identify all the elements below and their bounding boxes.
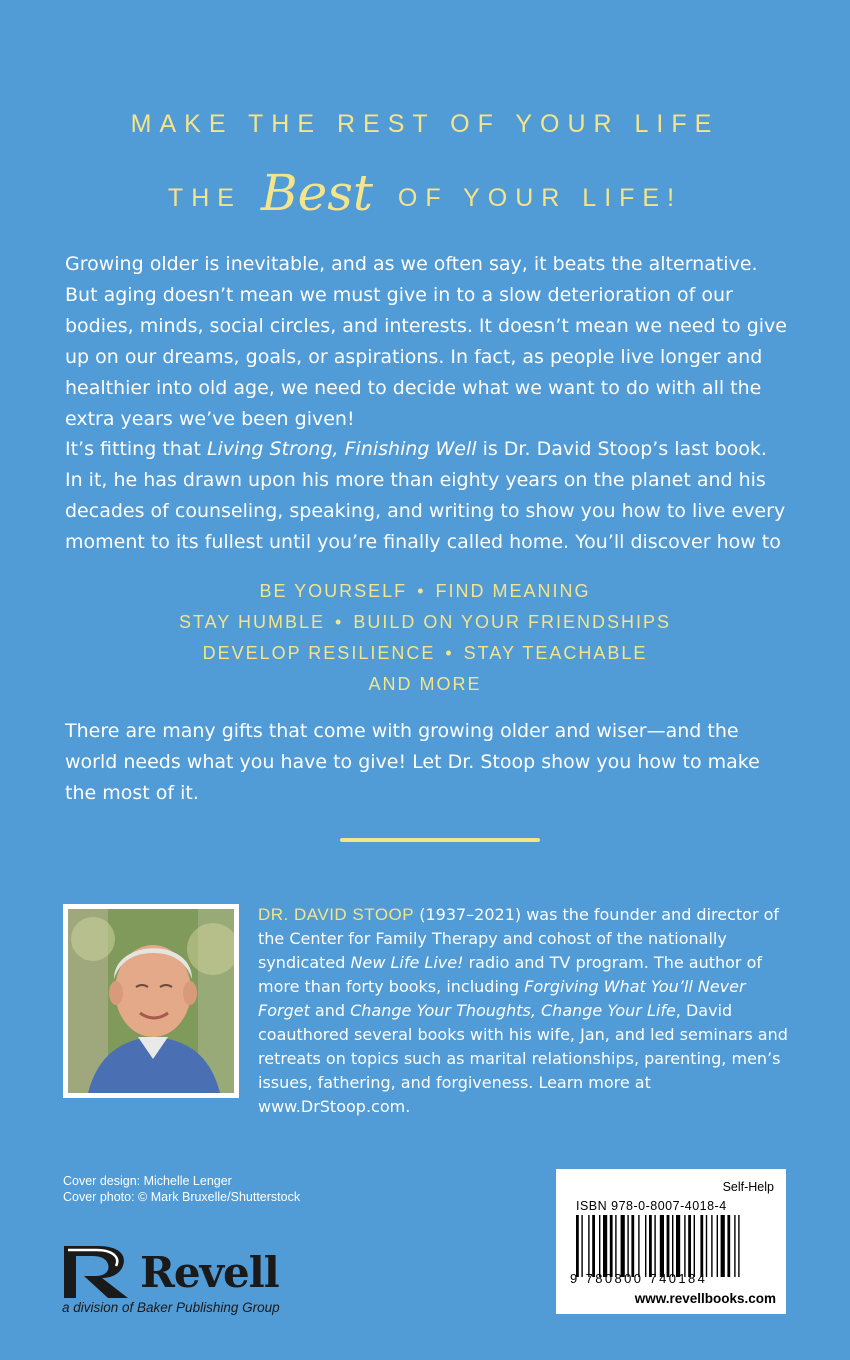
author-photo [63,904,239,1098]
publisher-tagline: a division of Baker Publishing Group [62,1300,280,1315]
cover-photo-credit: Cover photo: © Mark Bruxelle/Shutterstock [63,1190,301,1204]
bullet-item: BE YOURSELF [259,581,408,601]
bullet-item: AND MORE [368,674,482,694]
barcode-bar [717,1215,718,1277]
description-paragraph-1: Growing older is inevitable, and as we often say, it beats the alternative. But aging doesn’t mean we must give in to a slow deterioration of our bodies, minds, social circles, and interests. It doesn’t mean we need to give up on our dreams, goals, or aspirations. In fact, as people live longer and healthier into old age, we need to decide what we want to do with all the extra years we’ve been given! [65,253,787,430]
book-title-1: Forgiving What You’ll Never Forget [258,977,746,1020]
bio-text: , David coauthored several books with his wife, Jan, and led seminars and retreats on topics such as marital relationships, parenting, men’s issues, fathering, and forgiveness. Learn more at www.DrStoop.com. [258,1001,788,1116]
barcode-bar [672,1215,673,1277]
portrait-illustration [68,909,234,1093]
bullet-separator: • [417,581,426,601]
barcode-bar [610,1215,613,1277]
barcode-digits: 9 780800 740184 [570,1271,708,1286]
barcode-bar [711,1215,712,1277]
description-paragraph-3: There are many gifts that come with growing older and wiser—and the world needs what you have to give! Let Dr. Stoop show you how to make the most of it. [65,720,760,804]
bio-text: (1937–2021) was the founder and director of the Center for Family Therapy and cohost of the nationally syndicated [258,905,780,972]
bio-text: radio and TV program. The author of more than forty books, including [258,953,762,996]
bullet-row [0,638,850,669]
barcode-bar [694,1215,695,1277]
headline-script-word: Best [260,164,373,222]
barcode-bar [667,1215,670,1277]
divider [340,838,540,842]
barcode-bar [588,1215,589,1277]
bio-text: and [309,1001,351,1020]
publisher-name: Revell [140,1248,279,1297]
barcode-bar [621,1215,625,1277]
headline-rest: OF YOUR LIFE! [397,184,683,212]
barcode-bar [645,1215,646,1277]
author-name: DR. DAVID STOOP [258,905,415,924]
bullet-item: FIND MEANING [435,581,591,601]
headline-line-2 [0,160,850,222]
barcode-bar [700,1215,703,1277]
publisher-url: www.revellbooks.com [634,1291,776,1306]
revell-r-icon [62,1242,136,1300]
author-portrait-image [68,909,234,1093]
book-title: Living Strong, Finishing Well [206,438,477,460]
barcode-bar [638,1215,639,1277]
barcode-bar [649,1215,652,1277]
barcode-bar [676,1215,680,1277]
barcode-bar [581,1215,582,1277]
show-title: New Life Live! [350,953,464,972]
barcode-bar [576,1215,579,1277]
isbn: ISBN 978-0-8007-4018-4 [576,1199,727,1213]
bullet-item: STAY TEACHABLE [463,643,648,663]
barcode-box [556,1169,786,1314]
headline-the: THE [167,184,242,212]
barcode-bar [727,1215,730,1277]
category-label: Self-Help [722,1180,774,1194]
barcode-bar [738,1215,739,1277]
barcode-bar [627,1215,628,1277]
bullet-item: BUILD ON YOUR FRIENDSHIPS [353,612,672,632]
bullet-item: DEVELOP RESILIENCE [202,643,436,663]
cover-credits [63,1173,300,1205]
barcode-bar [631,1215,634,1277]
bullet-separator: • [445,643,454,663]
barcode-bar [615,1215,616,1277]
para2-before: It’s fitting that [65,438,207,460]
headline-line-1: MAKE THE REST OF YOUR LIFE [130,110,720,138]
barcode-bar [684,1215,685,1277]
bullet-separator: • [335,612,344,632]
bullet-list [0,576,850,700]
barcode-bar [599,1215,600,1277]
barcode-bar [721,1215,725,1277]
book-title-2: Change Your Thoughts, Change Your Life [350,1001,676,1020]
barcode-bar [688,1215,691,1277]
barcode-bar [660,1215,664,1277]
bullet-row [0,607,850,638]
bullet-row [0,669,850,700]
description-paragraph-2 [65,434,790,558]
barcode-bar [734,1215,735,1277]
bullet-item: STAY HUMBLE [178,612,325,632]
author-bio [258,903,798,1119]
cover-design-credit: Cover design: Michelle Lenger [63,1174,232,1188]
barcode-bars [576,1215,778,1277]
publisher-logo [62,1240,362,1325]
barcode-bar [706,1215,707,1277]
barcode-bar [654,1215,655,1277]
barcode-bar [603,1215,607,1277]
para2-after: is Dr. David Stoop’s last book. In it, he has drawn upon his more than eighty years on the planet and his decades of counseling, speaking, and writing to show you how to live every moment to its fullest until you’re finally called home. You’ll discover how to [65,438,786,553]
bullet-row [0,576,850,607]
barcode-bar [592,1215,595,1277]
